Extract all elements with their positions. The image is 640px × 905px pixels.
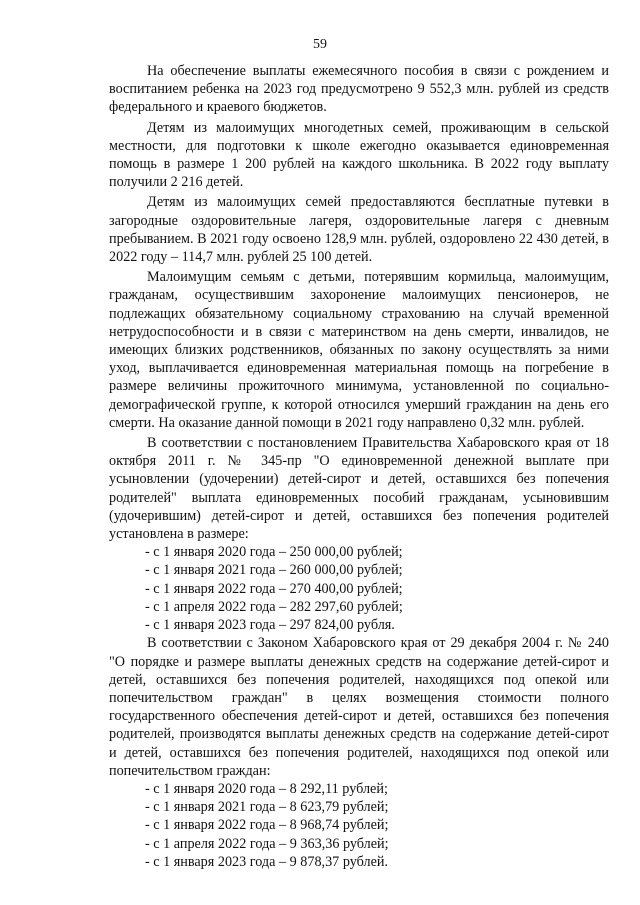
paragraph-school-aid: Детям из малоимущих многодетных семей, проживающим в сельской местности, для подготовки к школе ежегодно оказывается единовременная помощь в размере 1 200 рублей на каждого школьника. В 2022 году выплату получили 2 216 детей. [109, 119, 609, 191]
list-item: - с 1 января 2022 года – 8 968,74 рублей; [145, 817, 389, 834]
paragraph-summer-camps: Детям из малоимущих семей предоставляются бесплатные путевки в загородные оздоровительные лагеря, оздоровительные лагеря с дневным пребыванием. В 2021 году освоено 128,9 млн. рублей, оздоровлено 22 430 детей, в 2022 году – 114,7 млн. рублей 25 100 детей. [109, 194, 609, 266]
paragraph-adoption-payment: В соответствии с постановлением Правительства Хабаровского края от 18 октября 2011 г. № 345-пр "О единовременной денежной выплате при усыновлении (удочерении) детей-сирот и детей, оставшихся без попечения родителей" выплата единовременных пособий гражданам, усыновившим (удочерившим) детей-сирот и детей, оставшихся без попечения родителей установлена в размере: [109, 435, 609, 543]
guardianship-payment-list [109, 780, 609, 871]
list-item: - с 1 января 2020 года – 250 000,00 рублей; [145, 544, 403, 561]
list-item: - с 1 апреля 2022 года – 282 297,60 рублей; [145, 598, 403, 615]
paragraph-guardianship-payment: В соответствии с Законом Хабаровского края от 29 декабря 2004 г. № 240 "О порядке и размере выплаты денежных средств на содержание детей-сирот и детей, оставшихся без попечения родителей, находящихся под опекой или попечительством граждан" в целях возмещения стоимости полного государственного обеспечения детей-сирот и детей, оставшихся без попечения родителей, производятся выплаты денежных средств на содержание детей-сирот и детей, оставшихся без попечения родителей, находящихся под опекой или попечительством граждан: [109, 635, 609, 779]
paragraph-child-benefit: На обеспечение выплаты ежемесячного пособия в связи с рождением и воспитанием ребенка на 2023 год предусмотрено 9 552,3 млн. рублей из средств федерального и краевого бюджетов. [109, 63, 609, 116]
list-item: - с 1 января 2022 года – 270 400,00 рублей; [145, 580, 403, 597]
adoption-payment-list [109, 543, 609, 634]
list-item: - с 1 января 2021 года – 260 000,00 рублей; [145, 562, 403, 579]
page-number: 59 [313, 37, 327, 52]
document-body [109, 62, 609, 871]
list-item: - с 1 апреля 2022 года – 9 363,36 рублей; [145, 835, 389, 852]
list-item: - с 1 января 2023 года – 297 824,00 рубля. [145, 617, 395, 634]
list-item: - с 1 января 2020 года – 8 292,11 рублей; [145, 780, 388, 797]
list-item: - с 1 января 2023 года – 9 878,37 рублей. [145, 853, 389, 870]
list-item: - с 1 января 2021 года – 8 623,79 рублей; [145, 799, 389, 816]
paragraph-burial-aid: Малоимущим семьям с детьми, потерявшим кормильца, малоимущим, гражданам, осуществившим захоронение малоимущих пенсионеров, не подлежащих обязательному социальному страхованию на случай временной нетрудоспособности и в связи с материнством на день смерти, инвалидов, не имеющих близких родственников, обязанных по закону осуществлять за ними уход, выплачивается единовременная материальная помощь на погребение в размере величины прожиточного минимума, установленной по социально-демографической группе, к которой относился умерший гражданин на день его смерти. На оказание данной помощи в 2021 году направлено 0,32 млн. рублей. [109, 269, 609, 431]
